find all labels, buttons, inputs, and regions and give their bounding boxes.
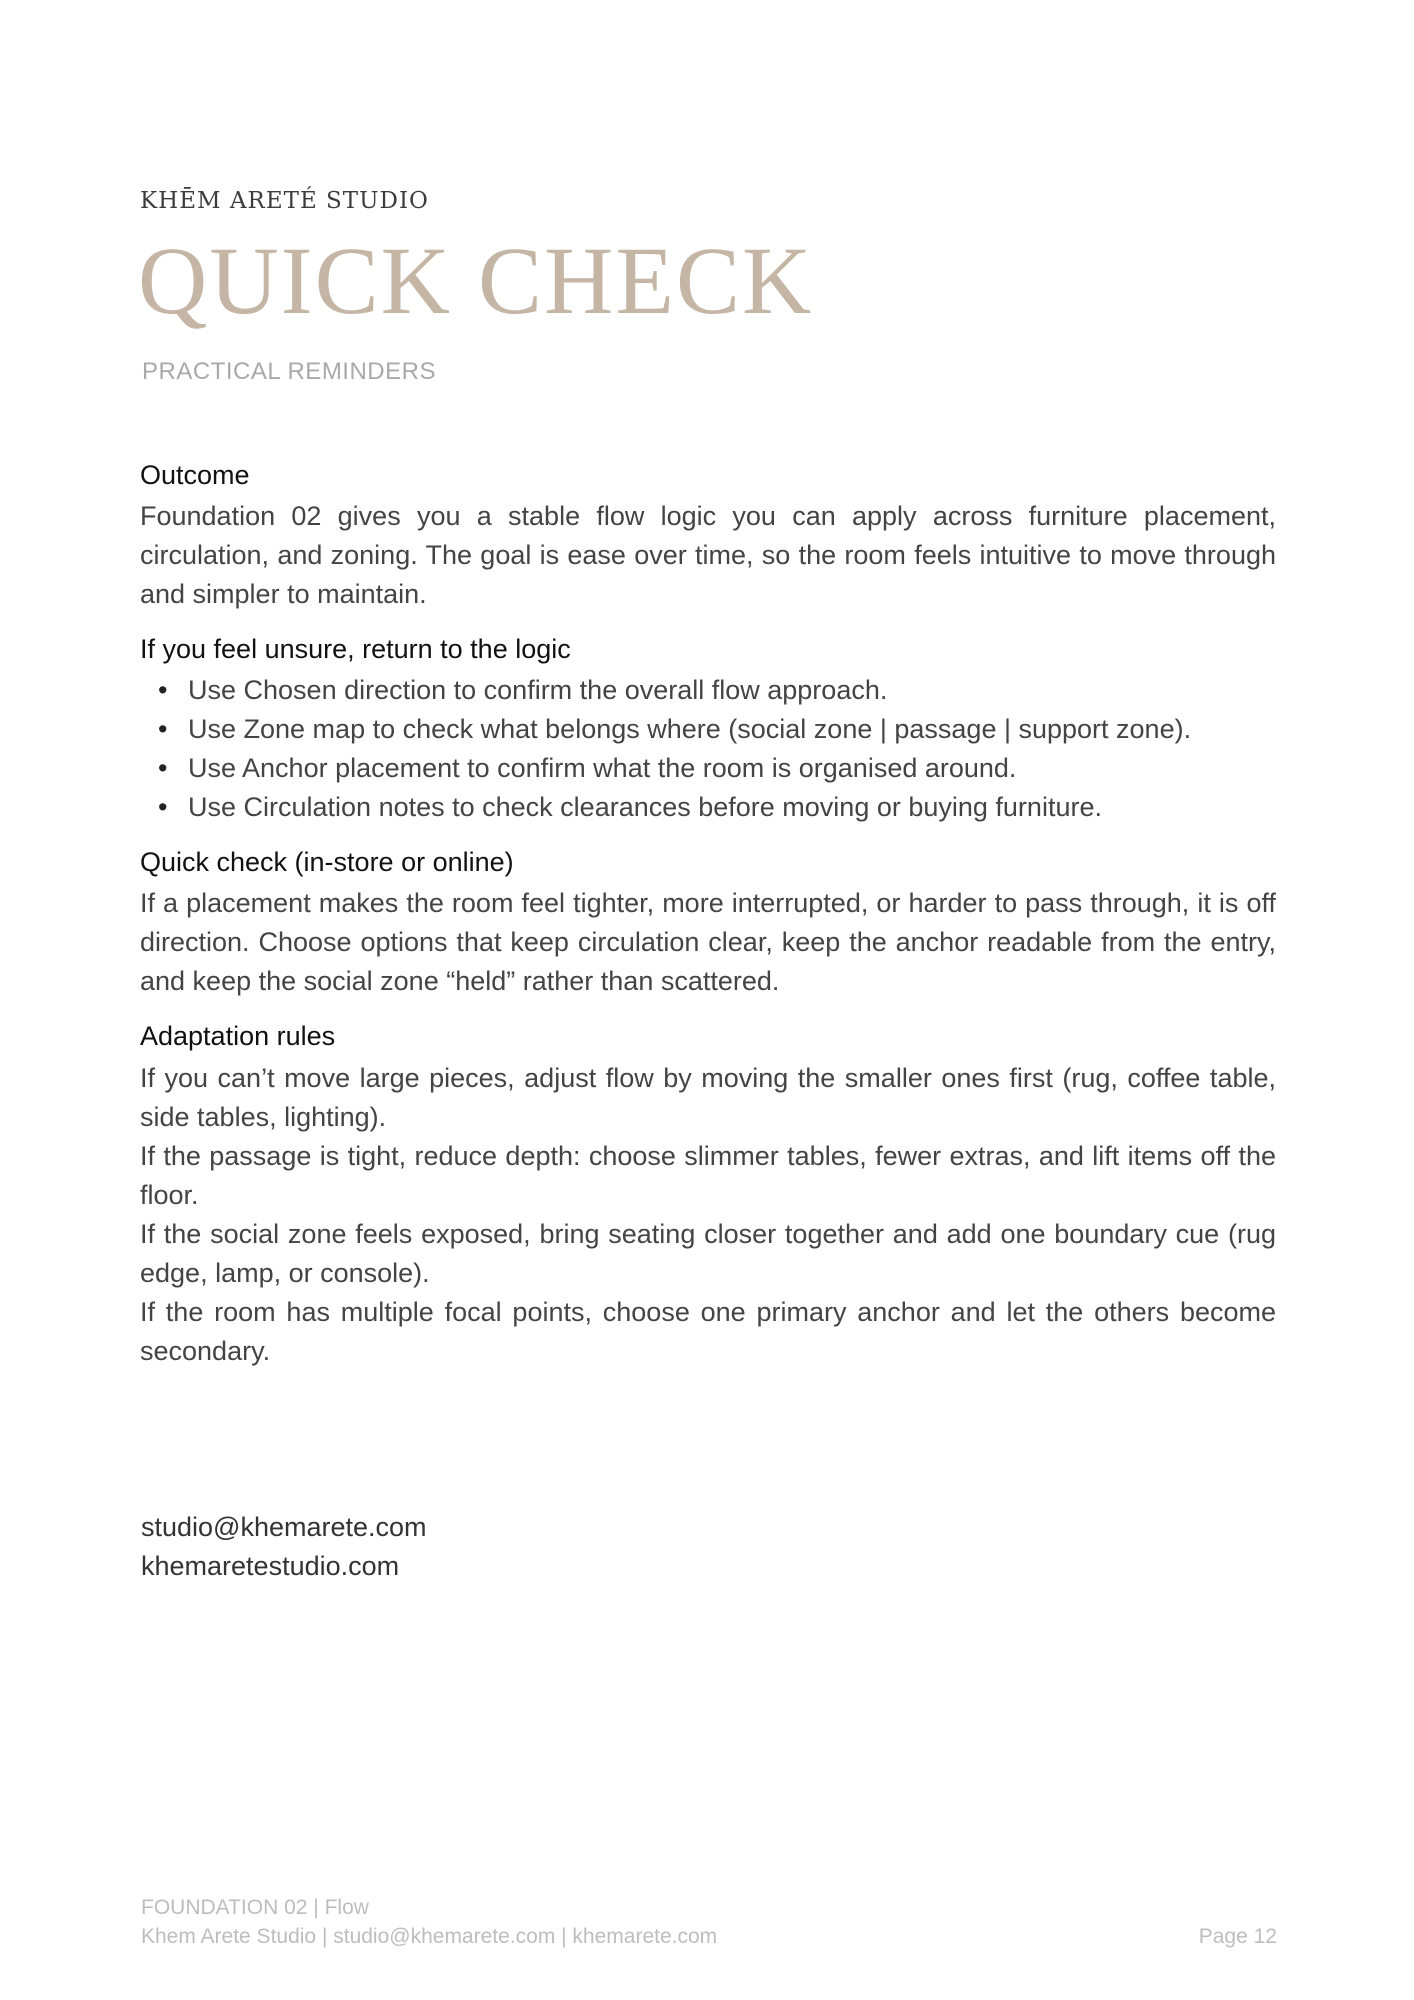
contact-block xyxy=(141,1508,427,1586)
list-item: • Use Anchor placement to confirm what the room is organised around. xyxy=(188,749,1276,788)
section-heading-adaptation: Adaptation rules xyxy=(140,1021,336,1052)
bullet-icon: • xyxy=(158,714,168,745)
section-body-quick-check: If a placement makes the room feel tighter, more interrupted, or harder to pass through, it is off direction. Choose options that keep circulation clear, keep the anchor readable from the entry, and keep the social zone “held” rather than scattered. xyxy=(140,888,1276,997)
section-heading-quick-check: Quick check (in-store or online) xyxy=(140,847,514,878)
bullet-icon: • xyxy=(158,675,168,706)
section-adaptation xyxy=(140,1017,1276,1370)
list-item: • Use Zone map to check what belongs where (social zone | passage | support zone). xyxy=(188,710,1276,749)
contact-website[interactable]: khemaretestudio.com xyxy=(141,1551,400,1581)
logic-list xyxy=(140,671,1276,827)
adaptation-rule: If you can’t move large pieces, adjust flow by moving the smaller ones first (rug, coffee table, side tables, lighting). xyxy=(140,1062,1276,1132)
page-subtitle: PRACTICAL REMINDERS xyxy=(142,358,436,385)
adaptation-rule: If the passage is tight, reduce depth: choose slimmer tables, fewer extras, and lift items off the floor. xyxy=(140,1140,1276,1210)
adaptation-rule: If the room has multiple focal points, choose one primary anchor and let the others become secondary. xyxy=(140,1296,1276,1366)
contact-email[interactable]: studio@khemarete.com xyxy=(141,1512,427,1542)
bullet-icon: • xyxy=(158,753,168,784)
page-footer xyxy=(141,1893,1277,1951)
page-number: Page 12 xyxy=(1198,1925,1277,1948)
section-quick-check xyxy=(140,843,1276,1001)
section-body-outcome: Foundation 02 gives you a stable flow logic you can apply across furniture placement, circulation, and zoning. The goal is ease over time, so the room feels intuitive to move through and simpler to maintain. xyxy=(140,501,1276,610)
bullet-icon: • xyxy=(158,792,168,823)
list-item: • Use Chosen direction to confirm the overall flow approach. xyxy=(188,671,1276,710)
section-logic xyxy=(140,630,1276,827)
footer-contact-line: Khem Arete Studio | studio@khemarete.com | khemarete.com xyxy=(141,1925,718,1948)
section-heading-logic: If you feel unsure, return to the logic xyxy=(140,634,571,665)
brand-name: KHĒM ARETÉ STUDIO xyxy=(140,188,429,214)
section-heading-outcome: Outcome xyxy=(140,460,250,490)
footer-document-label: FOUNDATION 02 | Flow xyxy=(141,1896,369,1919)
adaptation-rule: If the social zone feels exposed, bring seating closer together and add one boundary cue (rug edge, lamp, or console). xyxy=(140,1218,1276,1288)
page-title: QUICK CHECK xyxy=(138,227,814,334)
list-item: • Use Circulation notes to check clearances before moving or buying furniture. xyxy=(188,788,1276,827)
content-body xyxy=(140,456,1276,1387)
section-outcome xyxy=(140,456,1276,614)
